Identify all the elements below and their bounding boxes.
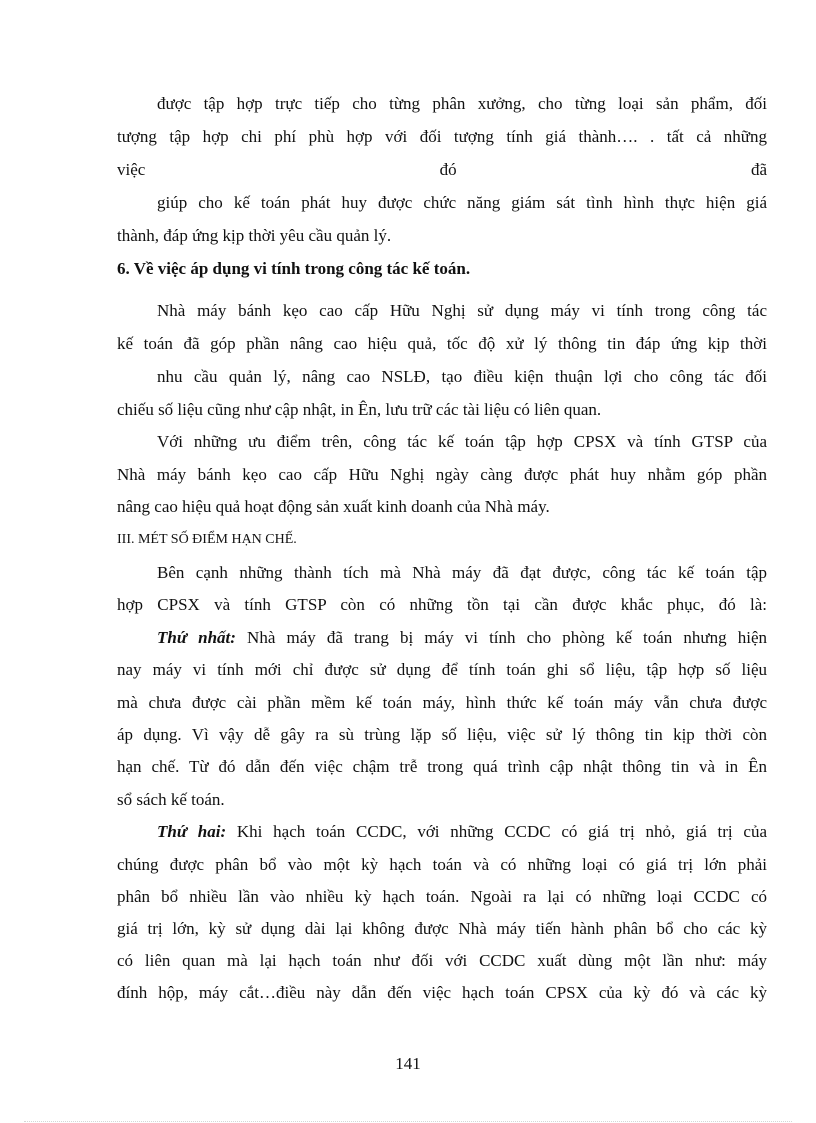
text-line: Nhà máy bánh kẹo cao cấp Hữu Nghị sử dụng máy vi tính trong công tác [157, 301, 767, 320]
text-line: nhu cầu quản lý, nâng cao NSLĐ, tạo điều kiện thuận lợi cho công tác đối [157, 367, 767, 386]
text-line: thành, đáp ứng kịp thời yêu cầu quản lý. [117, 226, 392, 245]
text-line: Nhà máy bánh kẹo cao cấp Hữu Nghị ngày càng được phát huy nhằm góp phần [117, 465, 767, 484]
text-line: chúng được phân bổ vào một kỳ hạch toán và có những loại có giá trị lớn phải [117, 855, 767, 874]
text-line: hợp CPSX và tính GTSP còn có những tồn tại cần được khắc phục, đó là: [117, 595, 767, 614]
page-divider [24, 1121, 792, 1122]
section-heading-small: III. MÉT SỐ ĐIỂM HẠN CHẾ. [117, 532, 297, 547]
text-line: tượng tập hợp chi phí phù hợp với đối tượng tính giá thành…. . tất cả những [117, 127, 767, 146]
text-line-with-label [157, 817, 767, 847]
text-line: sổ sách kế toán. [117, 790, 225, 809]
label-first: Thứ nhất: [157, 628, 236, 647]
text-line: mà chưa được cài phần mềm kế toán máy, hình thức kế toán máy vẫn chưa được [117, 693, 767, 712]
text-line: đính hộp, máy cắt…điều này dẫn đến việc hạch toán CPSX của kỳ đó và các kỳ [117, 983, 767, 1002]
text-line: áp dụng. Vì vậy dễ gây ra sù trùng lặp số liệu, việc sử lý thông tin kịp thời còn [117, 725, 767, 744]
label-second: Thứ hai: [157, 822, 227, 841]
text-line: kế toán đã góp phần nâng cao hiệu quả, tốc độ xử lý thông tin đáp ứng kịp thời [117, 334, 767, 353]
text-line: Bên cạnh những thành tích mà Nhà máy đã đạt được, công tác kế toán tập [157, 563, 767, 582]
text-line: nâng cao hiệu quả hoạt động sản xuất kinh doanh của Nhà máy. [117, 497, 550, 516]
section-heading: 6. Về việc áp dụng vi tính trong công tác kế toán. [117, 259, 471, 278]
text-line: phân bổ nhiều lần vào nhiều kỳ hạch toán. Ngoài ra lại có những loại CCDC có [117, 887, 767, 906]
page-number: 141 [395, 1054, 421, 1073]
text-line: Với những ưu điểm trên, công tác kế toán tập hợp CPSX và tính GTSP của [157, 432, 767, 451]
text-line: giá trị lớn, kỳ sử dụng dài lại không được Nhà máy tiến hành phân bổ cho các kỳ [117, 919, 767, 938]
text-line: nay máy vi tính mới chỉ được sử dụng để tính toán ghi sổ liệu, tập hợp số liệu [117, 660, 767, 679]
text-line: việc đó đã [117, 160, 767, 179]
text-line: chiếu số liệu cũng như cập nhật, in Ên, lưu trữ các tài liệu có liên quan. [117, 400, 602, 419]
text-line: Nhà máy đã trang bị máy vi tính cho phòng kế toán nhưng hiện [247, 628, 767, 647]
text-line: có liên quan mà lại hạch toán như đối với CCDC xuất dùng một lần như: máy [117, 951, 767, 970]
text-line: hạn chế. Từ đó dẫn đến việc chậm trễ trong quá trình cập nhật thông tin và in Ên [117, 757, 767, 776]
text-line: được tập hợp trực tiếp cho từng phân xưởng, cho từng loại sản phẩm, đối [157, 94, 767, 113]
text-line: Khi hạch toán CCDC, với những CCDC có giá trị nhỏ, giá trị của [236, 822, 767, 841]
text-line: giúp cho kế toán phát huy được chức năng giám sát tình hình thực hiện giá [157, 193, 767, 212]
text-line-with-label [157, 623, 767, 653]
